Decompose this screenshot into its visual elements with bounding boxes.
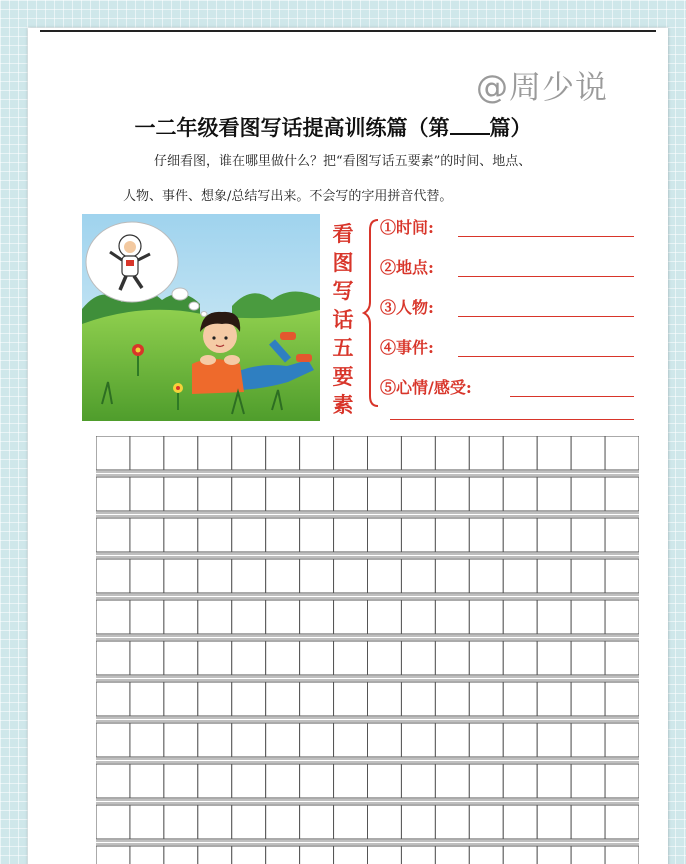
writing-cell[interactable]: [368, 477, 402, 511]
writing-cell[interactable]: [503, 518, 537, 552]
title-suffix: 篇）: [489, 115, 532, 140]
five-elements-title-char: 素: [332, 392, 354, 417]
writing-cell[interactable]: [435, 518, 469, 552]
writing-cell[interactable]: [571, 600, 605, 634]
writing-cell[interactable]: [266, 518, 300, 552]
scene-illustration-svg: [82, 214, 320, 421]
writing-cell[interactable]: [334, 641, 368, 675]
writing-cell[interactable]: [164, 723, 198, 757]
top-rule: [40, 30, 656, 32]
writing-cell[interactable]: [96, 477, 130, 511]
writing-cell[interactable]: [198, 559, 232, 593]
writing-cell[interactable]: [130, 559, 164, 593]
writing-cell[interactable]: [164, 805, 198, 839]
writing-cell[interactable]: [130, 518, 164, 552]
writing-cell[interactable]: [130, 600, 164, 634]
watermark: @周少说: [475, 68, 608, 106]
writing-cell[interactable]: [537, 600, 571, 634]
writing-cell[interactable]: [164, 477, 198, 511]
writing-cell[interactable]: [198, 682, 232, 716]
five-elements-title-char: 图: [332, 249, 354, 275]
writing-cell[interactable]: [503, 846, 537, 864]
writing-cell[interactable]: [198, 477, 232, 511]
writing-cell[interactable]: [537, 559, 571, 593]
element-label-place: ②地点:: [380, 258, 434, 277]
writing-cell[interactable]: [334, 846, 368, 864]
five-elements-title-char: 要: [332, 363, 354, 389]
writing-grid-svg[interactable]: [96, 436, 639, 864]
writing-cell[interactable]: [435, 846, 469, 864]
writing-grid[interactable]: [96, 436, 639, 864]
writing-cell[interactable]: [571, 846, 605, 864]
writing-cell[interactable]: [130, 436, 164, 470]
writing-cell[interactable]: [266, 477, 300, 511]
element-row-event: [380, 334, 640, 360]
writing-cell[interactable]: [605, 477, 639, 511]
writing-cell[interactable]: [368, 682, 402, 716]
writing-cell[interactable]: [232, 436, 266, 470]
writing-cell[interactable]: [435, 477, 469, 511]
writing-cell[interactable]: [537, 805, 571, 839]
five-elements-title-char: 话: [332, 306, 354, 332]
writing-cell[interactable]: [469, 436, 503, 470]
writing-cell[interactable]: [198, 723, 232, 757]
writing-cell[interactable]: [503, 723, 537, 757]
writing-cell[interactable]: [164, 600, 198, 634]
writing-cell[interactable]: [198, 764, 232, 798]
writing-cell[interactable]: [503, 477, 537, 511]
writing-cell[interactable]: [537, 641, 571, 675]
title-prefix: 一二年级看图写话提高训练篇（第: [134, 115, 450, 140]
writing-cell[interactable]: [232, 641, 266, 675]
event-answer-line[interactable]: [458, 356, 634, 357]
writing-cell[interactable]: [334, 600, 368, 634]
writing-cell[interactable]: [537, 436, 571, 470]
writing-cell[interactable]: [198, 846, 232, 864]
writing-cell[interactable]: [435, 764, 469, 798]
writing-cell[interactable]: [198, 600, 232, 634]
writing-cell[interactable]: [130, 805, 164, 839]
writing-cell[interactable]: [605, 682, 639, 716]
time-answer-line[interactable]: [458, 236, 634, 237]
scene-illustration: [82, 214, 320, 421]
worksheet-page: [28, 28, 668, 864]
writing-cell[interactable]: [96, 518, 130, 552]
writing-cell[interactable]: [130, 846, 164, 864]
writing-cell[interactable]: [605, 846, 639, 864]
writing-cell[interactable]: [401, 436, 435, 470]
writing-cell[interactable]: [198, 436, 232, 470]
writing-cell[interactable]: [605, 723, 639, 757]
place-answer-line[interactable]: [458, 276, 634, 277]
writing-cell[interactable]: [334, 764, 368, 798]
writing-cell[interactable]: [435, 723, 469, 757]
element-row-person: [380, 294, 640, 320]
writing-cell[interactable]: [435, 559, 469, 593]
feeling-answer-line[interactable]: [510, 396, 634, 397]
writing-cell[interactable]: [469, 641, 503, 675]
writing-cell[interactable]: [198, 518, 232, 552]
writing-cell[interactable]: [469, 682, 503, 716]
writing-cell[interactable]: [571, 436, 605, 470]
writing-cell[interactable]: [469, 846, 503, 864]
writing-cell[interactable]: [130, 723, 164, 757]
writing-cell[interactable]: [266, 764, 300, 798]
writing-cell[interactable]: [435, 600, 469, 634]
writing-cell[interactable]: [503, 764, 537, 798]
writing-cell[interactable]: [571, 805, 605, 839]
element-label-person: ③人物:: [380, 298, 434, 317]
writing-cell[interactable]: [605, 600, 639, 634]
writing-cell[interactable]: [605, 559, 639, 593]
writing-cell[interactable]: [164, 559, 198, 593]
writing-cell[interactable]: [164, 641, 198, 675]
title-number-blank[interactable]: [450, 115, 490, 135]
writing-cell[interactable]: [401, 641, 435, 675]
writing-cell[interactable]: [537, 764, 571, 798]
writing-cell[interactable]: [300, 641, 334, 675]
writing-cell[interactable]: [435, 641, 469, 675]
five-elements-title: [330, 220, 356, 420]
writing-cell[interactable]: [368, 805, 402, 839]
writing-cell[interactable]: [401, 805, 435, 839]
element-label-event: ④事件:: [380, 338, 434, 357]
writing-cell[interactable]: [232, 600, 266, 634]
writing-cell[interactable]: [334, 682, 368, 716]
five-elements-title-char: 五: [332, 335, 354, 360]
writing-cell[interactable]: [266, 641, 300, 675]
writing-cell[interactable]: [232, 477, 266, 511]
writing-cell[interactable]: [334, 805, 368, 839]
writing-cell[interactable]: [401, 600, 435, 634]
writing-cell[interactable]: [435, 805, 469, 839]
writing-cell[interactable]: [368, 518, 402, 552]
writing-cell[interactable]: [537, 723, 571, 757]
writing-cell[interactable]: [503, 559, 537, 593]
writing-cell[interactable]: [435, 682, 469, 716]
writing-cell[interactable]: [232, 518, 266, 552]
writing-cell[interactable]: [334, 477, 368, 511]
writing-cell[interactable]: [469, 723, 503, 757]
writing-cell[interactable]: [571, 518, 605, 552]
writing-cell[interactable]: [605, 805, 639, 839]
writing-cell[interactable]: [605, 518, 639, 552]
writing-cell[interactable]: [605, 641, 639, 675]
writing-cell[interactable]: [571, 559, 605, 593]
writing-cell[interactable]: [469, 518, 503, 552]
writing-cell[interactable]: [300, 723, 334, 757]
writing-cell[interactable]: [334, 436, 368, 470]
writing-cell[interactable]: [368, 846, 402, 864]
extra-answer-line[interactable]: [390, 419, 634, 420]
writing-cell[interactable]: [503, 436, 537, 470]
writing-cell[interactable]: [503, 682, 537, 716]
writing-cell[interactable]: [266, 682, 300, 716]
writing-cell[interactable]: [96, 682, 130, 716]
writing-cell[interactable]: [232, 805, 266, 839]
writing-cell[interactable]: [537, 846, 571, 864]
element-row-time: [380, 214, 640, 240]
writing-cell[interactable]: [503, 641, 537, 675]
writing-cell[interactable]: [401, 559, 435, 593]
writing-cell[interactable]: [232, 559, 266, 593]
writing-cell[interactable]: [300, 477, 334, 511]
writing-cell[interactable]: [537, 518, 571, 552]
element-row-place: [380, 254, 640, 280]
bracket-icon: [362, 218, 380, 408]
writing-cell[interactable]: [266, 723, 300, 757]
writing-cell[interactable]: [334, 723, 368, 757]
element-label-time: ①时间:: [380, 218, 434, 237]
writing-cell[interactable]: [300, 436, 334, 470]
writing-cell[interactable]: [164, 436, 198, 470]
writing-cell[interactable]: [164, 764, 198, 798]
writing-cell[interactable]: [435, 436, 469, 470]
writing-cell[interactable]: [300, 764, 334, 798]
writing-cell[interactable]: [401, 846, 435, 864]
writing-cell[interactable]: [300, 600, 334, 634]
writing-cell[interactable]: [266, 600, 300, 634]
writing-cell[interactable]: [198, 805, 232, 839]
writing-cell[interactable]: [130, 764, 164, 798]
writing-cell[interactable]: [469, 477, 503, 511]
writing-cell[interactable]: [266, 846, 300, 864]
writing-cell[interactable]: [164, 846, 198, 864]
writing-cell[interactable]: [300, 559, 334, 593]
writing-cell[interactable]: [368, 764, 402, 798]
writing-cell[interactable]: [368, 641, 402, 675]
writing-cell[interactable]: [96, 641, 130, 675]
writing-cell[interactable]: [300, 805, 334, 839]
writing-cell[interactable]: [503, 600, 537, 634]
writing-cell[interactable]: [401, 723, 435, 757]
writing-cell[interactable]: [334, 559, 368, 593]
writing-cell[interactable]: [368, 436, 402, 470]
writing-cell[interactable]: [232, 723, 266, 757]
writing-cell[interactable]: [96, 764, 130, 798]
writing-cell[interactable]: [368, 723, 402, 757]
writing-cell[interactable]: [571, 723, 605, 757]
writing-cell[interactable]: [571, 682, 605, 716]
worksheet-title: [28, 112, 638, 142]
element-row-feeling: [380, 374, 640, 400]
writing-cell[interactable]: [96, 436, 130, 470]
writing-cell[interactable]: [232, 764, 266, 798]
writing-cell[interactable]: [300, 518, 334, 552]
writing-cell[interactable]: [605, 436, 639, 470]
writing-cell[interactable]: [401, 682, 435, 716]
writing-cell[interactable]: [537, 477, 571, 511]
five-elements-title-char: 写: [332, 278, 354, 303]
instruction-line-1: 仔细看图，谁在哪里做什么？把“看图写话五要素”的时间、地点、: [154, 154, 532, 169]
writing-cell[interactable]: [571, 641, 605, 675]
writing-cell[interactable]: [96, 805, 130, 839]
writing-cell[interactable]: [164, 682, 198, 716]
writing-cell[interactable]: [96, 723, 130, 757]
writing-cell[interactable]: [164, 518, 198, 552]
writing-cell[interactable]: [571, 764, 605, 798]
writing-cell[interactable]: [503, 805, 537, 839]
element-label-feeling: ⑤心情/感受:: [380, 378, 472, 397]
writing-cell[interactable]: [401, 764, 435, 798]
writing-cell[interactable]: [266, 436, 300, 470]
writing-cell[interactable]: [232, 846, 266, 864]
instruction-line-2: 人物、事件、想象/总结写出来。不会写的字用拼音代替。: [123, 189, 453, 204]
writing-cell[interactable]: [571, 477, 605, 511]
writing-cell[interactable]: [368, 600, 402, 634]
writing-cell[interactable]: [130, 641, 164, 675]
writing-cell[interactable]: [469, 559, 503, 593]
writing-cell[interactable]: [130, 477, 164, 511]
writing-cell[interactable]: [96, 600, 130, 634]
writing-cell[interactable]: [537, 682, 571, 716]
writing-cell[interactable]: [334, 518, 368, 552]
writing-cell[interactable]: [300, 682, 334, 716]
writing-cell[interactable]: [266, 559, 300, 593]
writing-cell[interactable]: [198, 641, 232, 675]
writing-cell[interactable]: [401, 518, 435, 552]
writing-cell[interactable]: [96, 846, 130, 864]
writing-cell[interactable]: [469, 805, 503, 839]
writing-cell[interactable]: [96, 559, 130, 593]
writing-cell[interactable]: [232, 682, 266, 716]
person-answer-line[interactable]: [458, 316, 634, 317]
writing-cell[interactable]: [401, 477, 435, 511]
writing-cell[interactable]: [469, 764, 503, 798]
writing-cell[interactable]: [368, 559, 402, 593]
writing-cell[interactable]: [469, 600, 503, 634]
writing-cell[interactable]: [130, 682, 164, 716]
writing-cell[interactable]: [266, 805, 300, 839]
writing-cell[interactable]: [605, 764, 639, 798]
writing-cell[interactable]: [300, 846, 334, 864]
five-elements-title-char: 看: [332, 221, 354, 246]
